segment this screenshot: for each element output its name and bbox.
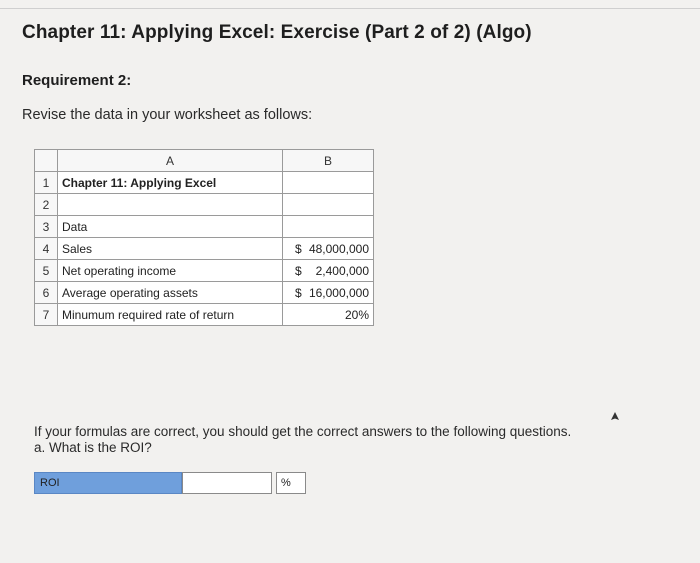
requirement-heading: Requirement 2: (22, 72, 132, 89)
instruction-text: Revise the data in your worksheet as follows: (22, 107, 313, 123)
cell-a: Sales (58, 238, 283, 260)
sheet-row (35, 304, 374, 326)
sheet-row (35, 194, 374, 216)
currency-symbol: $ (295, 241, 302, 256)
cell-a: Data (58, 216, 283, 238)
row-number: 7 (35, 304, 58, 326)
row-number: 3 (35, 216, 58, 238)
column-header-b: B (283, 150, 374, 172)
roi-label: ROI (34, 472, 182, 494)
roi-input[interactable] (182, 472, 272, 494)
cell-b (283, 216, 374, 238)
sheet-row (35, 216, 374, 238)
column-header-a: A (58, 150, 283, 172)
cell-b-value: 48,000,000 (308, 241, 369, 256)
question-item-a: a. What is the ROI? (34, 440, 152, 455)
page-title: Chapter 11: Applying Excel: Exercise (Part 2 of 2) (Algo) (22, 22, 532, 43)
cell-b (283, 238, 374, 260)
cell-a: Average operating assets (58, 282, 283, 304)
row-number: 6 (35, 282, 58, 304)
row-number: 1 (35, 172, 58, 194)
top-divider (0, 8, 700, 9)
row-number: 2 (35, 194, 58, 216)
currency-symbol: $ (295, 263, 302, 278)
cell-b (283, 194, 374, 216)
cell-b (283, 172, 374, 194)
worksheet-table (34, 149, 374, 326)
roi-answer-row (34, 472, 306, 494)
corner-cell (35, 150, 58, 172)
sheet-row (35, 172, 374, 194)
cell-b-value: 20% (283, 304, 374, 326)
percent-unit: % (276, 472, 306, 494)
question-block (34, 424, 571, 456)
cell-a: Net operating income (58, 260, 283, 282)
row-number: 5 (35, 260, 58, 282)
mouse-pointer-icon (610, 412, 620, 424)
cell-b (283, 282, 374, 304)
column-header-row (35, 150, 374, 172)
cell-b-value: 2,400,000 (315, 263, 369, 278)
cell-b (283, 260, 374, 282)
sheet-row (35, 260, 374, 282)
sheet-row (35, 282, 374, 304)
cell-a (58, 194, 283, 216)
question-intro: If your formulas are correct, you should get the correct answers to the following questions. (34, 424, 572, 439)
currency-symbol: $ (295, 285, 302, 300)
sheet-row (35, 238, 374, 260)
cell-a: Chapter 11: Applying Excel (58, 172, 283, 194)
cell-b-value: 16,000,000 (308, 285, 369, 300)
cell-a: Minumum required rate of return (58, 304, 283, 326)
row-number: 4 (35, 238, 58, 260)
